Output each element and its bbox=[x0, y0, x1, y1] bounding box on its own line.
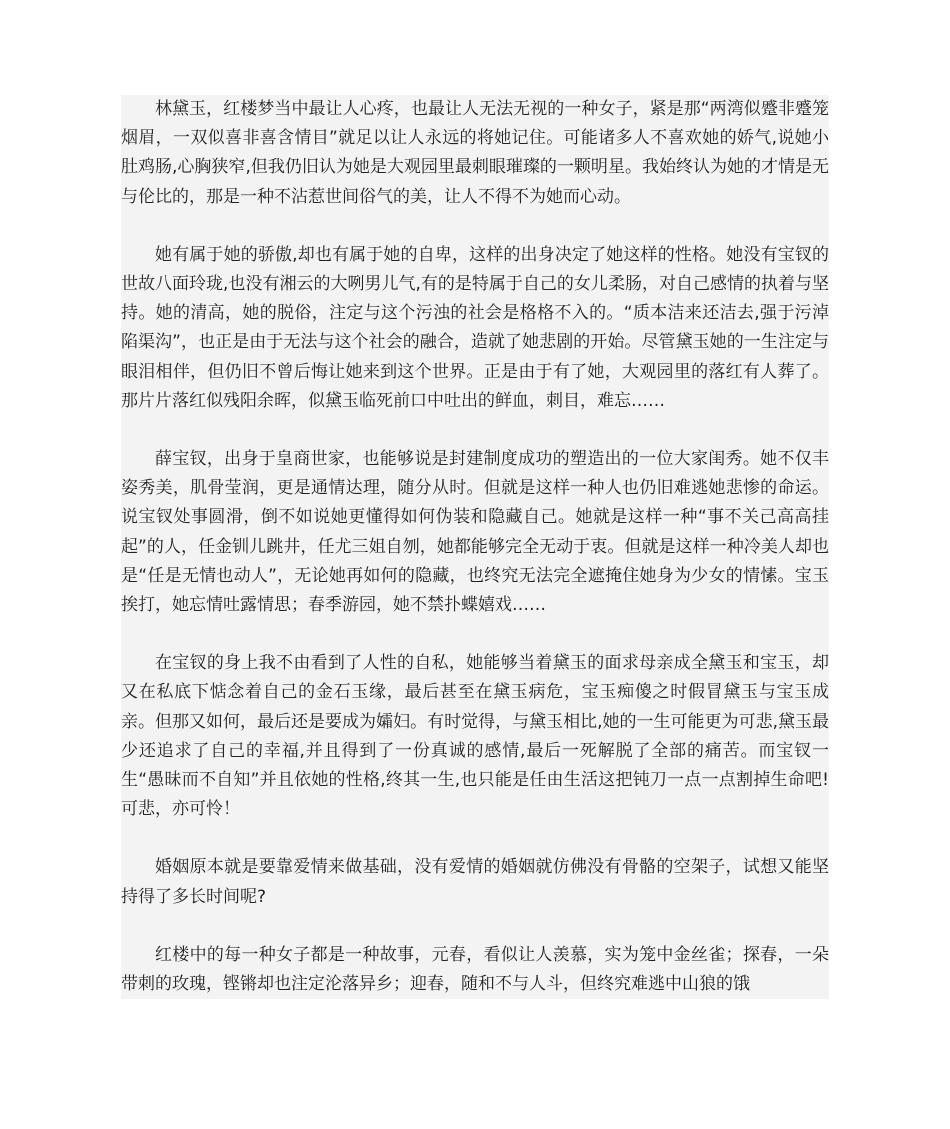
paragraph-marriage: 婚姻原本就是要靠爱情来做基础，没有爱情的婚姻就仿佛没有骨骼的空架子，试想又能坚持得了多长时间呢? bbox=[121, 857, 829, 907]
paragraph-daiyu-intro: 林黛玉，红楼梦当中最让人心疼，也最让人无法无视的一种女子，紧是那“两湾似蹙非蹙笼烟眉，一双似喜非喜含情目”就足以让人永远的将她记住。可能诸多人不喜欢她的娇气,说她小肚鸡肠,心胸狭窄,但我仍旧认为她是大观园里最刺眼璀璨的一颗明星。我始终认为她的才情是无与伦比的，那是一种不沾惹世间俗气的美，让人不得不为她而心动。 bbox=[121, 99, 829, 207]
paragraph-baochai-selfishness: 在宝钗的身上我不由看到了人性的自私，她能够当着黛玉的面求母亲成全黛玉和宝玉，却又在私底下惦念着自己的金石玉缘，最后甚至在黛玉病危，宝玉痴傻之时假冒黛玉与宝玉成亲。但那又如何，最后还是要成为孀妇。有时觉得，与黛玉相比,她的一生可能更为可悲,黛玉最少还追求了自己的幸福,并且得到了一份真诚的感情,最后一死解脱了全部的痛苦。而宝钗一生“愚昧而不自知”并且依她的性格,终其一生,也只能是任由生活这把钝刀一点一点割掉生命吧!可悲，亦可怜！ bbox=[121, 653, 829, 820]
paragraph-gap bbox=[121, 212, 829, 241]
paragraph-gap bbox=[121, 416, 829, 445]
paragraph-baochai-intro: 薛宝钗，出身于皇商世家，也能够说是封建制度成功的塑造出的一位大家闺秀。她不仅丰姿秀美，肌骨莹润，更是通情达理，随分从时。但就是这样一种人也仍旧难逃她悲惨的命运。说宝钗处事圆滑，倒不如说她更懂得如何伪装和隐藏自己。她就是这样一种“事不关己高高挂起”的人，任金钏儿跳井，任尤三姐自刎，她都能够完全无动于衷。但就是这样一种冷美人却也是“任是无情也动人”，无论她再如何的隐藏，也终究无法完全遮掩住她身为少女的情愫。宝玉挨打，她忘情吐露情思；春季游园，她不禁扑蝶嬉戏…… bbox=[121, 449, 829, 616]
paragraph-gap bbox=[121, 912, 829, 941]
paragraph-women-stories: 红楼中的每一种女子都是一种故事，元春，看似让人羡慕，实为笼中金丝雀；探春，一朵带刺的玫瑰，铿锵却也注定沦落异乡；迎春，随和不与人斗，但终究难逃中山狼的饿 bbox=[121, 944, 829, 995]
article-body bbox=[121, 95, 829, 999]
paragraph-gap bbox=[121, 824, 829, 853]
paragraph-gap bbox=[121, 620, 829, 649]
paragraph-daiyu-character: 她有属于她的骄傲,却也有属于她的自卑，这样的出身决定了她这样的性格。她没有宝钗的世故八面玲珑,也没有湘云的大咧男儿气,有的是特属于自己的女儿柔肠，对自己感情的执着与坚持。她的清高，她的脱俗，注定与这个污浊的社会是格格不入的。“质本洁来还洁去,强于污淖陷渠沟”，也正是由于无法与这个社会的融合，造就了她悲剧的开始。尽管黛玉她的一生注定与眼泪相伴，但仍旧不曾后悔让她来到这个世界。正是由于有了她，大观园里的落红有人葬了。那片片落红似残阳余晖，似黛玉临死前口中吐出的鲜血，刺目，难忘…… bbox=[121, 244, 829, 411]
